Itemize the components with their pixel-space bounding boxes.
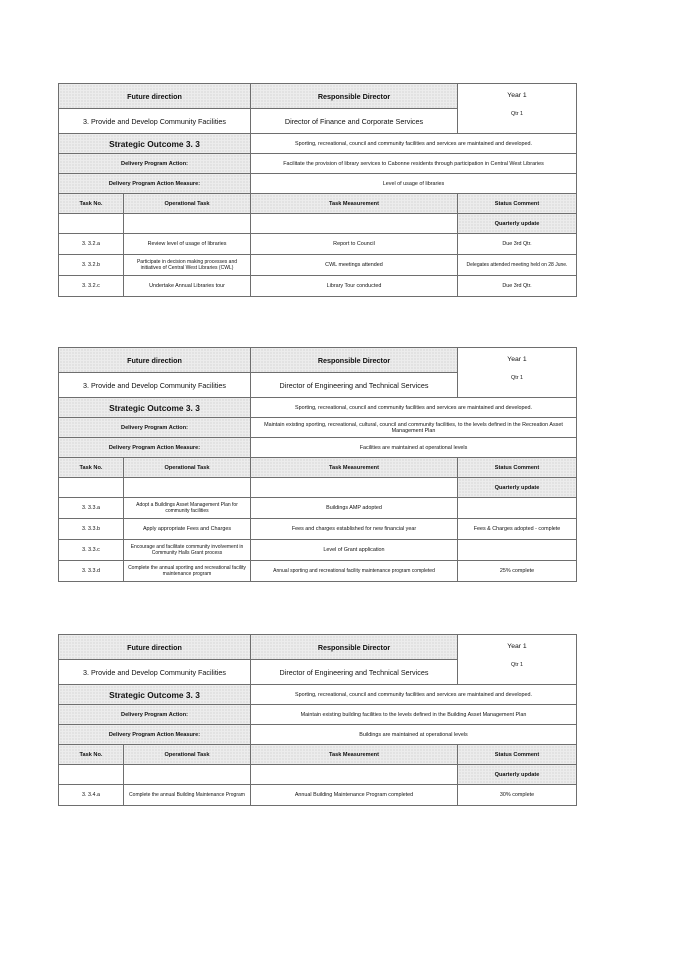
responsible-director-label: Responsible Director: [251, 84, 458, 109]
table-row: [59, 234, 577, 255]
strategic-outcome-text: Sporting, recreational, council and community facilities and services are maintained and developed.: [251, 134, 577, 154]
delivery-measure-text: Buildings are maintained at operational levels: [251, 725, 577, 745]
future-direction-value: 3. Provide and Develop Community Facilities: [59, 660, 251, 685]
future-direction-value: 3. Provide and Develop Community Facilities: [59, 373, 251, 398]
delivery-measure-row: [59, 438, 577, 458]
task-measurement: Level of Grant application: [251, 540, 458, 561]
empty-cell: [59, 765, 124, 785]
task-no: 3. 3.2.a: [59, 234, 124, 255]
status-comment: Delegates attended meeting held on 28 June.: [458, 255, 577, 276]
empty-cell: [124, 214, 251, 234]
strategic-outcome-label: Strategic Outcome 3. 3: [59, 685, 251, 705]
header-row: [59, 348, 577, 373]
header-row: [59, 84, 577, 109]
status-comment: Due 3rd Qtr.: [458, 276, 577, 297]
year-label: Year 1: [507, 356, 527, 363]
responsible-director-label: Responsible Director: [251, 348, 458, 373]
table-row: [59, 561, 577, 582]
year-label: Year 1: [507, 643, 527, 650]
operational-task: Adopt a Buildings Asset Management Plan for community facilities: [124, 498, 251, 519]
task-measurement: Fees and charges established for new financial year: [251, 519, 458, 540]
col-task-no: Task No.: [59, 194, 124, 214]
delivery-measure-label: Delivery Program Action Measure:: [59, 174, 251, 194]
plan-section-1: [58, 83, 576, 297]
table-row: [59, 498, 577, 519]
quarterly-row: [59, 214, 577, 234]
responsible-director-label: Responsible Director: [251, 635, 458, 660]
future-direction-label: Future direction: [59, 635, 251, 660]
column-header-row: [59, 458, 577, 478]
responsible-director-value: Director of Finance and Corporate Services: [251, 109, 458, 134]
status-comment: 25% complete: [458, 561, 577, 582]
delivery-action-label: Delivery Program Action:: [59, 154, 251, 174]
task-measurement: Library Tour conducted: [251, 276, 458, 297]
quarterly-update-label: Quarterly update: [458, 478, 577, 498]
qtr-label: Qtr 1: [511, 662, 523, 668]
task-measurement: Report to Council: [251, 234, 458, 255]
delivery-action-row: [59, 154, 577, 174]
delivery-action-label: Delivery Program Action:: [59, 418, 251, 438]
empty-cell: [251, 765, 458, 785]
strategic-outcome-row: [59, 134, 577, 154]
plan-table: [58, 634, 577, 806]
future-direction-label: Future direction: [59, 348, 251, 373]
operational-task: Encourage and facilitate community involvement in Community Halls Grant process: [124, 540, 251, 561]
quarterly-update-label: Quarterly update: [458, 214, 577, 234]
strategic-outcome-label: Strategic Outcome 3. 3: [59, 398, 251, 418]
strategic-outcome-text: Sporting, recreational, council and community facilities and services are maintained and developed.: [251, 685, 577, 705]
empty-cell: [251, 478, 458, 498]
operational-task: Undertake Annual Libraries tour: [124, 276, 251, 297]
empty-cell: [124, 478, 251, 498]
delivery-measure-text: Facilities are maintained at operational levels: [251, 438, 577, 458]
task-no: 3. 3.4.a: [59, 785, 124, 806]
col-task-measurement: Task Measurement: [251, 458, 458, 478]
status-comment: 30% complete: [458, 785, 577, 806]
delivery-measure-row: [59, 174, 577, 194]
task-no: 3. 3.3.b: [59, 519, 124, 540]
operational-task: Apply appropriate Fees and Charges: [124, 519, 251, 540]
task-measurement: Annual sporting and recreational facility maintenance program completed: [251, 561, 458, 582]
col-operational-task: Operational Task: [124, 458, 251, 478]
delivery-measure-row: [59, 725, 577, 745]
plan-section-2: [58, 347, 576, 582]
status-comment: [458, 540, 577, 561]
task-measurement: CWL meetings attended: [251, 255, 458, 276]
strategic-outcome-label: Strategic Outcome 3. 3: [59, 134, 251, 154]
col-task-measurement: Task Measurement: [251, 194, 458, 214]
future-direction-value: 3. Provide and Develop Community Facilities: [59, 109, 251, 134]
responsible-director-value: Director of Engineering and Technical Services: [251, 373, 458, 398]
table-row: [59, 255, 577, 276]
delivery-measure-label: Delivery Program Action Measure:: [59, 725, 251, 745]
operational-task: Participate in decision making processes and initiatives of Central West Libraries (CWL): [124, 255, 251, 276]
task-no: 3. 3.3.c: [59, 540, 124, 561]
delivery-action-text: Maintain existing building facilities to the levels defined in the Building Asset Management Plan: [251, 705, 577, 725]
strategic-outcome-text: Sporting, recreational, council and community facilities and services are maintained and developed.: [251, 398, 577, 418]
strategic-outcome-row: [59, 685, 577, 705]
col-status-comment: Status Comment: [458, 745, 577, 765]
delivery-action-text: Facilitate the provision of library services to Cabonne residents through participation in Central West Libraries: [251, 154, 577, 174]
delivery-measure-label: Delivery Program Action Measure:: [59, 438, 251, 458]
empty-cell: [59, 214, 124, 234]
task-measurement: Annual Building Maintenance Program completed: [251, 785, 458, 806]
col-status-comment: Status Comment: [458, 194, 577, 214]
empty-cell: [251, 214, 458, 234]
plan-table: [58, 83, 577, 297]
quarterly-row: [59, 478, 577, 498]
empty-cell: [59, 478, 124, 498]
delivery-measure-text: Level of usage of libraries: [251, 174, 577, 194]
future-direction-label: Future direction: [59, 84, 251, 109]
status-comment: [458, 498, 577, 519]
column-header-row: [59, 194, 577, 214]
table-row: [59, 519, 577, 540]
delivery-action-row: [59, 705, 577, 725]
col-operational-task: Operational Task: [124, 194, 251, 214]
quarterly-update-label: Quarterly update: [458, 765, 577, 785]
task-no: 3. 3.2.b: [59, 255, 124, 276]
status-comment: Due 3rd Qtr.: [458, 234, 577, 255]
operational-task: Complete the annual sporting and recreational facility maintenance program: [124, 561, 251, 582]
quarterly-row: [59, 765, 577, 785]
task-no: 3. 3.3.a: [59, 498, 124, 519]
delivery-action-label: Delivery Program Action:: [59, 705, 251, 725]
table-row: [59, 540, 577, 561]
empty-cell: [124, 765, 251, 785]
task-no: 3. 3.3.d: [59, 561, 124, 582]
operational-task: Review level of usage of libraries: [124, 234, 251, 255]
qtr-label: Qtr 1: [511, 375, 523, 381]
plan-table: [58, 347, 577, 582]
col-task-no: Task No.: [59, 745, 124, 765]
year-qtr-cell: [458, 635, 577, 685]
responsible-director-value: Director of Engineering and Technical Services: [251, 660, 458, 685]
operational-task: Complete the annual Building Maintenance Program: [124, 785, 251, 806]
table-row: [59, 785, 577, 806]
column-header-row: [59, 745, 577, 765]
year-label: Year 1: [507, 92, 527, 99]
plan-section-3: [58, 634, 576, 806]
qtr-label: Qtr 1: [511, 111, 523, 117]
col-status-comment: Status Comment: [458, 458, 577, 478]
task-no: 3. 3.2.c: [59, 276, 124, 297]
table-row: [59, 276, 577, 297]
status-comment: Fees & Charges adopted - complete: [458, 519, 577, 540]
delivery-action-text: Maintain existing sporting, recreational, cultural, council and community facilities, to the levels defined in the Recreation Asset Management Plan: [251, 418, 577, 438]
year-qtr-cell: [458, 84, 577, 134]
strategic-outcome-row: [59, 398, 577, 418]
task-measurement: Buildings AMP adopted: [251, 498, 458, 519]
year-qtr-cell: [458, 348, 577, 398]
col-task-no: Task No.: [59, 458, 124, 478]
col-task-measurement: Task Measurement: [251, 745, 458, 765]
col-operational-task: Operational Task: [124, 745, 251, 765]
delivery-action-row: [59, 418, 577, 438]
header-row: [59, 635, 577, 660]
